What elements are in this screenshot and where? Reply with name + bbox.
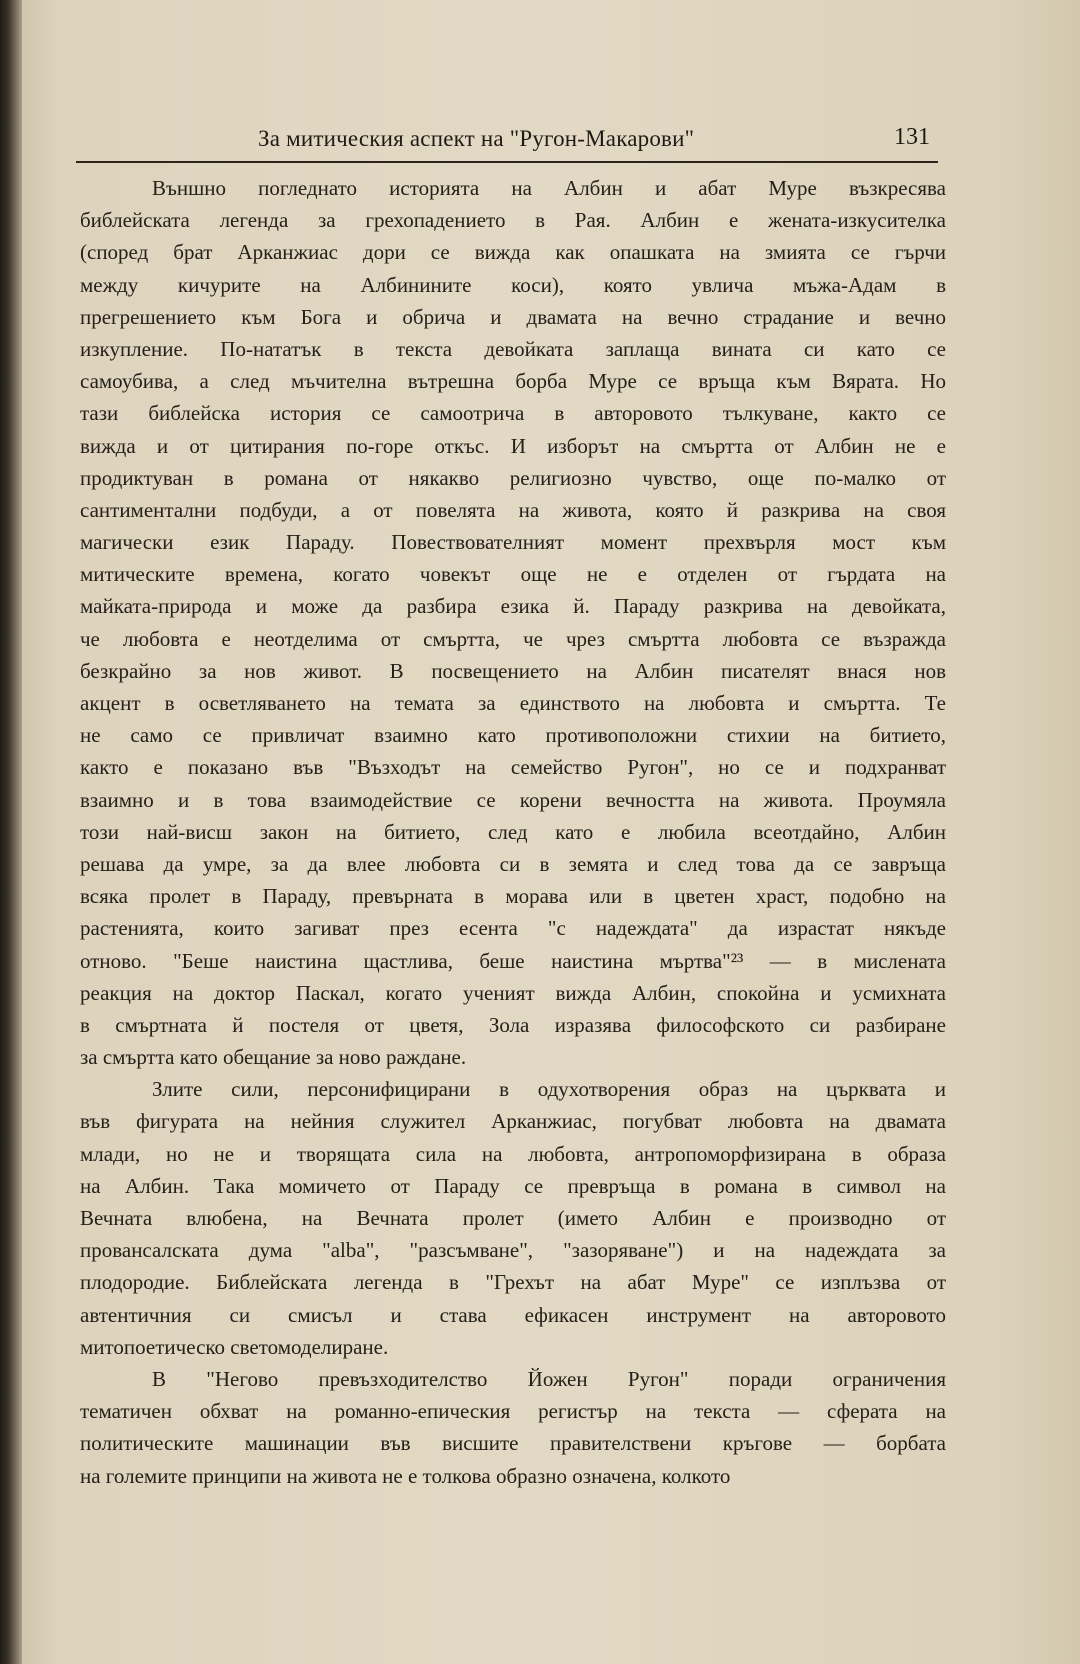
text-line: във фигурата на нейния служител Арканжиас, погубват любовта на двамата: [80, 1109, 946, 1134]
text-line: в смъртната й постеля от цветя, Зола изразява философското си разбиране: [80, 1012, 946, 1037]
text-line: тази библейска история се самоотрича в авторовото тълкуване, както се: [80, 401, 946, 426]
text-line: акцент в осветляването на темата за единството на любовта и смъртта. Те: [80, 691, 946, 715]
text-line: митопоетическо светомоделиране.: [80, 1334, 389, 1359]
paragraph: [80, 172, 946, 1073]
text-line: взаимно и в това взаимодействие се корени вечността на живота. Проумяла: [80, 787, 946, 812]
text-line: Външно погледнато историята на Албин и абат Муре възкресява: [152, 176, 946, 200]
text-line: на големите принципи на живота не е толкова образно означена, колкото: [80, 1463, 731, 1488]
text-line: Вечната влюбена, на Вечната пролет (името Албин е производно от: [80, 1206, 946, 1230]
paragraph: [80, 1073, 946, 1363]
text-line: плодородие. Библейската легенда в "Грехът на абат Муре" се изплъзва от: [80, 1270, 946, 1295]
text-line: тематичен обхват на романно-епическия регистър на текста — сферата на: [80, 1399, 946, 1424]
text-line: изкупление. По-нататък в текста девойката заплаща вината си като се: [80, 336, 946, 361]
running-head: [76, 126, 938, 162]
text-line: на Албин. Така момичето от Параду се превръща в романа в символ на: [80, 1173, 946, 1198]
text-line: магически език Параду. Повествователният момент прехвърля мост към: [80, 530, 946, 555]
text-line: не само се привличат взаимно като противоположни стихии на битието,: [80, 723, 946, 748]
spine-shadow: [0, 0, 22, 1664]
text-line: за смъртта като обещание за ново раждане.: [80, 1045, 467, 1070]
text-line: безкрайно за нов живот. В посвещението на Албин писателят внася нов: [80, 658, 946, 683]
text-line: автентичния си смисъл и става ефикасен инструмент на авторовото: [80, 1302, 946, 1327]
text-line: политическите машинации във висшите правителствени кръгове — борбата: [80, 1431, 946, 1456]
text-line: растенията, които загиват през есента "с надеждата" да израстат някъде: [80, 916, 946, 941]
text-line: както е показано във "Възходът на семейство Ругон", но се и подхранват: [80, 755, 946, 780]
text-line: провансалската дума "alba", "разсъмване", "зазоряване") и на надеждата за: [80, 1238, 946, 1263]
text-line: Злите сили, персонифицирани в одухотворения образ на църквата и: [152, 1077, 946, 1102]
text-line: майката-природа и може да разбира езика й. Параду разкрива на девойката,: [80, 594, 946, 619]
text-line: този най-висш закон на битието, след като е любила всеотдайно, Албин: [80, 819, 946, 844]
page-number: 131: [894, 124, 930, 150]
text-line: отново. "Беше наистина щастлива, беше наистина мъртва"²³ — в мислената: [80, 948, 946, 973]
text-line: решава да умре, за да влее любовта си в земята и след това да се завръща: [80, 851, 946, 876]
text-line: библейската легенда за грехопадението в Рая. Албин е жената-изкусителка: [80, 208, 946, 233]
paragraph: [80, 1363, 946, 1492]
text-line: (според брат Арканжиас дори се вижда как опашката на змията се гърчи: [80, 240, 946, 265]
running-title: За митическия аспект на "Ругон-Макарови": [258, 126, 695, 151]
text-line: реакция на доктор Паскал, когато ученият вижда Албин, спокойна и усмихната: [80, 980, 946, 1005]
body-text: [80, 172, 946, 1492]
text-line: млади, но не и творящата сила на любовта, антропоморфизирана в образа: [80, 1141, 946, 1166]
header-rule: [76, 161, 938, 163]
text-line: В "Негово превъзходителство Йожен Ругон" поради ограничения: [152, 1366, 946, 1391]
text-line: че любовта е неотделима от смъртта, че чрез смъртта любовта се възражда: [80, 626, 946, 651]
text-line: продиктуван в романа от някакво религиозно чувство, още по-малко от: [80, 465, 946, 490]
text-line: вижда и от цитирания по-горе откъс. И изборът на смъртта от Албин не е: [80, 433, 946, 458]
text-line: прегрешението към Бога и обрича и двамата на вечно страдание и вечно: [80, 304, 946, 329]
text-line: между кичурите на Албинините коси), която увлича мъжа-Адам в: [80, 272, 946, 297]
text-line: самоубива, а след мъчителна вътрешна борба Муре се връща към Вярата. Но: [80, 369, 946, 394]
text-line: сантиментални подбуди, а от повелята на живота, която й разкрива на своя: [80, 497, 946, 522]
text-line: всяка пролет в Параду, превърната в морава или в цветен храст, подобно на: [80, 884, 946, 909]
text-line: митическите времена, когато човекът още не е отделен от гърдата на: [80, 562, 946, 587]
